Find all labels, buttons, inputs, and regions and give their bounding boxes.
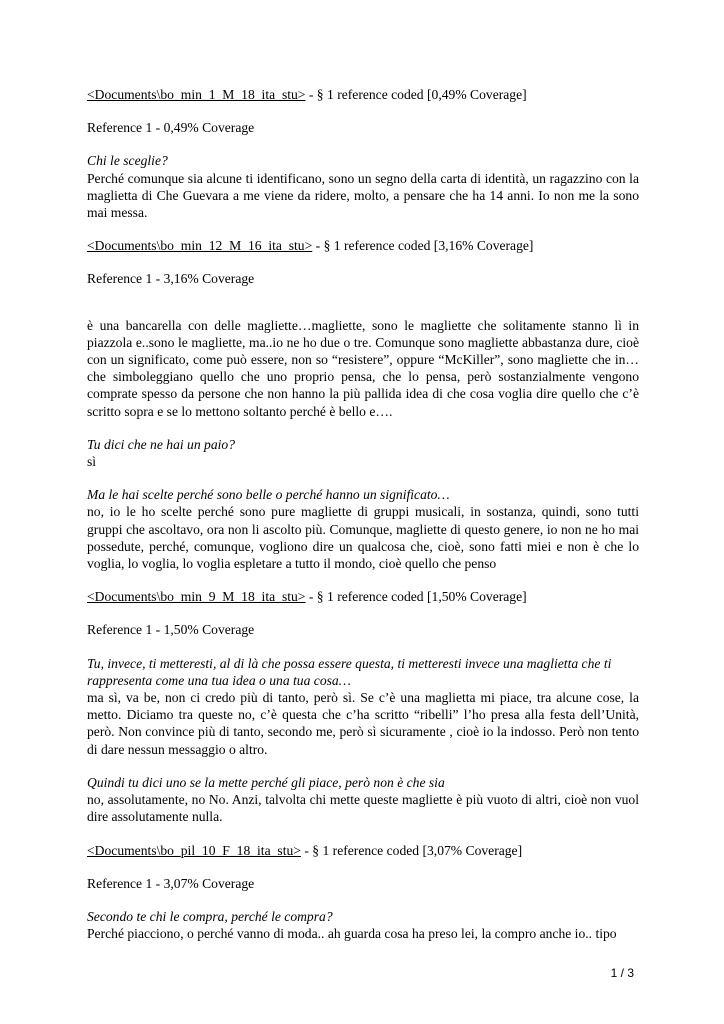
qa-block [87, 152, 639, 221]
reference-line: Reference 1 - 3,07% Coverage [87, 875, 255, 891]
interview-question: Ma le hai scelte perché sono belle o perché hanno un significato… [87, 487, 450, 503]
coverage-summary: - § 1 reference coded [3,07% Coverage] [300, 842, 523, 858]
interview-answer: è una bancarella con delle magliette…magliette, sono le magliette che solitamente stanno lì in piazzola e..sono le magliette, ma..io ne ho due o tre. Comunque sono magliette abbastanza dure, cioè con un significato, come può essere, non so “resistere”, oppure “McKiller”, sono magliette che in…che simboleggiano quello che uno proprio pensa, che lo pensa, però sostanzialmente vengono comprate spesso da persone che non hanno la più pallida idea di che cosa voglia dire quello che c’è scritto sopra e se lo mettono soltanto perché è bello e…. [87, 317, 639, 419]
interview-question: Tu, invece, ti metteresti, al di là che possa essere questa, ti metteresti invece una maglietta che ti rappresenta come una tua idea o una tua cosa… [87, 655, 612, 688]
answer-paragraph [87, 317, 639, 420]
section-header [87, 86, 639, 103]
interview-answer: no, assolutamente, no No. Anzi, talvolta chi mette queste magliette è più vuoto di altri, cioè non vuol dire assolutamente nulla. [87, 792, 639, 825]
coded-section [87, 842, 639, 943]
coverage-summary: - § 1 reference coded [1,50% Coverage] [305, 589, 527, 605]
section-header [87, 588, 639, 605]
qa-block [87, 908, 639, 942]
document-link[interactable]: <Documents\bo_min_9_M_18_ita_stu> [87, 589, 306, 605]
interview-answer: Perché comunque sia alcune ti identificano, sono un segno della carta di identità, un ragazzino con la maglietta di Che Guevara a me viene da ridere, molto, a pensare che ha 14 anni. Io non me la sono mai messa. [87, 170, 639, 221]
qa-block [87, 436, 639, 470]
interview-question: Chi le sceglie? [87, 153, 168, 169]
qa-block [87, 655, 639, 758]
document-link[interactable]: <Documents\bo_min_12_M_16_ita_stu> [87, 238, 313, 254]
coded-section [87, 86, 639, 221]
document-page [87, 86, 639, 942]
document-link[interactable]: <Documents\bo_min_1_M_18_ita_stu> [87, 87, 306, 102]
coded-section [87, 588, 639, 825]
interview-question: Tu dici che ne hai un paio? [87, 436, 236, 452]
section-header [87, 237, 639, 254]
document-link[interactable]: <Documents\bo_pil_10_F_18_ita_stu> [87, 842, 301, 858]
qa-block [87, 774, 639, 826]
page-number: 1 / 3 [610, 966, 634, 980]
interview-question: Quindi tu dici uno se la mette perché gli piace, però non è che sia [87, 774, 445, 790]
section-header [87, 842, 639, 859]
interview-answer: ma sì, va be, non ci credo più di tanto, però sì. Se c’è una maglietta mi piace, tra alcune cose, la metto. Diciamo tra queste no, c’è questa che c’ha scritto “ribelli” l’ho presa alla festa dell’Unità, però. Non convince più di tanto, secondo me, però sì sicuramente , cioè io la indosso. Però non tento di dare nessun messaggio o altro. [87, 690, 639, 757]
coverage-summary: - § 1 reference coded [0,49% Coverage] [305, 87, 527, 102]
interview-answer: Perché piacciono, o perché vanno di moda.. ah guarda cosa ha preso lei, la compro anche io.. tipo [87, 926, 617, 942]
reference-line: Reference 1 - 3,16% Coverage [87, 271, 255, 287]
reference-line: Reference 1 - 1,50% Coverage [87, 622, 255, 638]
interview-question: Secondo te chi le compra, perché le compra? [87, 908, 333, 924]
coded-section [87, 237, 639, 572]
qa-block [87, 486, 639, 572]
interview-answer: sì [87, 454, 97, 470]
coverage-summary: - § 1 reference coded [3,16% Coverage] [312, 238, 534, 254]
reference-line: Reference 1 - 0,49% Coverage [87, 120, 255, 136]
interview-answer: no, io le ho scelte perché sono pure magliette di gruppi musicali, in sostanza, quindi, sono tutti gruppi che ascoltavo, ora non li ascolto più. Comunque, magliette di questo genere, io non ne ho mai possedute, perché, comunque, vogliono dire un qualcosa che, cioè, sono fatti miei e non è che lo voglia, lo voglia, lo voglia espletare a tutto il mondo, cioè quello che penso [87, 504, 639, 572]
